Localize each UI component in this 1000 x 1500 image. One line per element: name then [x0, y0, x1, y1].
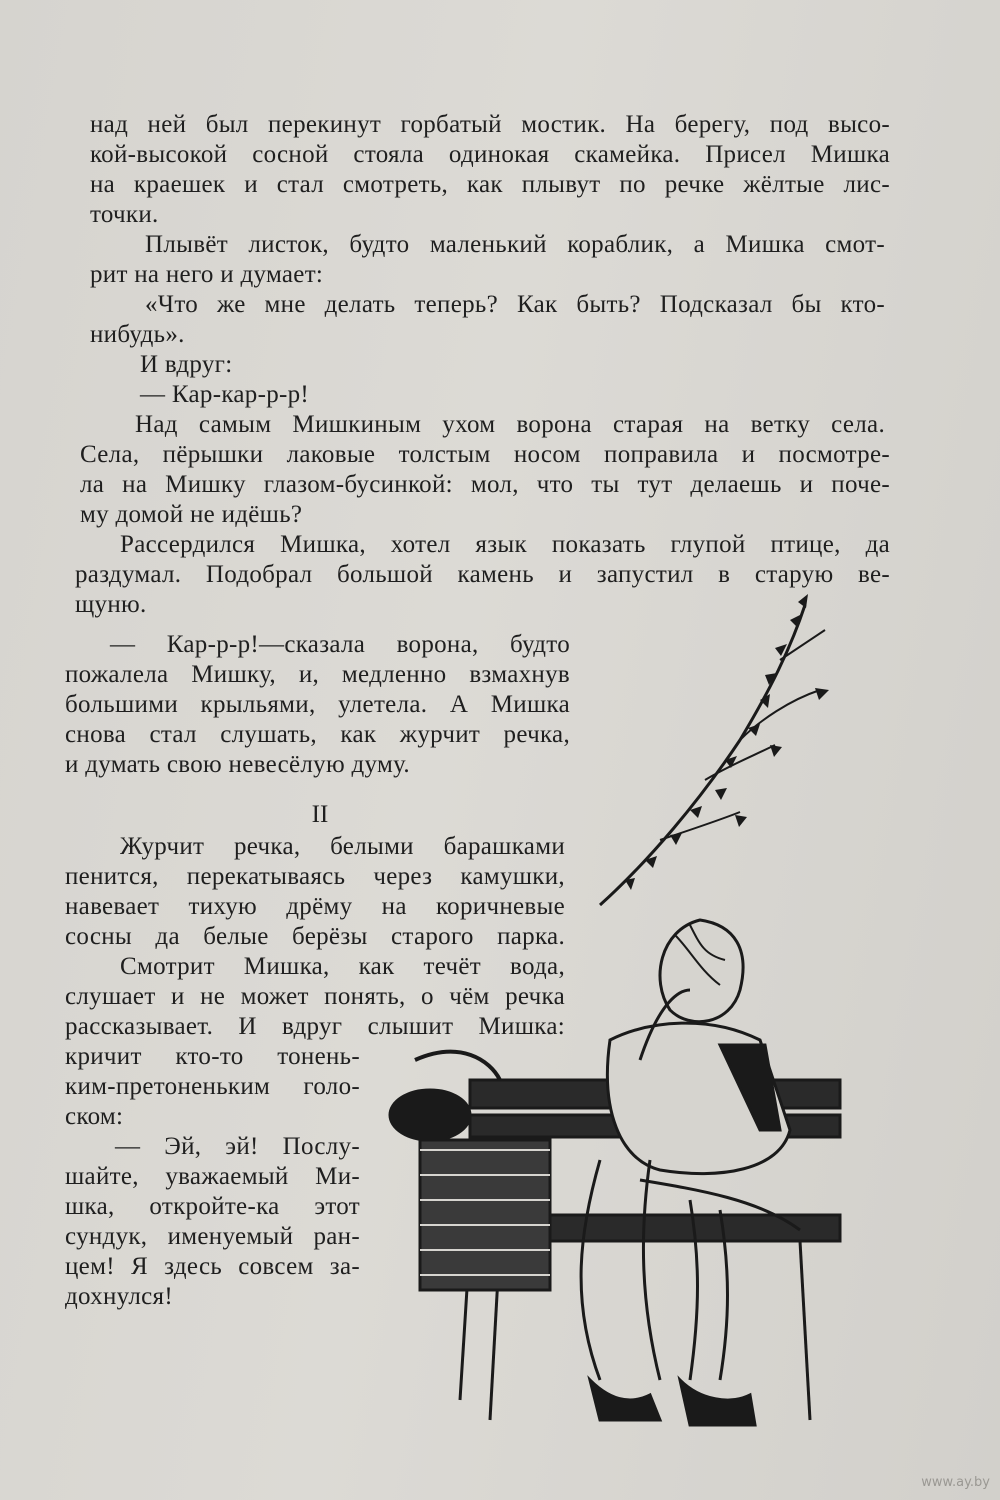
text-line: сундук, именуемый ран- [65, 1223, 360, 1250]
text-line: дохнулся! [65, 1283, 173, 1310]
text-line: Плывёт листок, будто маленький кораблик, а Мишка смот- [145, 231, 885, 258]
text-line: И вдруг: [140, 351, 233, 378]
boy-on-bench-illustration [390, 920, 840, 1425]
chapter-heading: II [311, 801, 329, 828]
text-line: рит на него и думает: [90, 261, 324, 288]
text-line: над ней был перекинут горбатый мостик. На берегу, под высо- [90, 111, 890, 138]
text-line: рассказывает. И вдруг слышит Мишка: [65, 1013, 565, 1040]
text-line: точки. [90, 201, 159, 228]
text-line: му домой не идёшь? [80, 501, 303, 528]
text-line: нибудь». [90, 321, 185, 348]
text-line: шка, откройте-ка этот [65, 1193, 360, 1220]
text-line: ким-претоненьким голо- [65, 1073, 360, 1100]
text-line: — Кар-кар-р-р! [140, 381, 310, 408]
text-line: и думать свою невесёлую думу. [65, 751, 410, 778]
text-line: Села, пёрышки лаковые толстым носом поправила и посмотре- [80, 441, 890, 468]
text-line: навевает тихую дрёму на коричневые [65, 893, 565, 920]
text-line: кричит кто-то тонень- [65, 1043, 360, 1070]
text-line: Рассердился Мишка, хотел язык показать глупой птице, да [120, 531, 890, 558]
text-line: Журчит речка, белыми барашками [120, 833, 565, 860]
text-line: «Что же мне делать теперь? Как быть? Подсказал бы кто- [145, 291, 885, 318]
text-line: ском: [65, 1103, 124, 1130]
text-line: — Кар-р-р!—сказала ворона, будто [110, 631, 570, 658]
text-line: снова стал слушать, как журчит речка, [65, 721, 570, 748]
text-line: сосны да белые берёзы старого парка. [65, 923, 565, 950]
text-line: слушает и не может понять, о чём речка [65, 983, 565, 1010]
text-line: — Эй, эй! Послу- [115, 1133, 360, 1160]
text-line: Над самым Мишкиным ухом ворона старая на ветку села. [135, 411, 885, 438]
text-line: большими крыльями, улетела. А Мишка [65, 691, 570, 718]
text-line: на краешек и стал смотреть, как плывут по речке жёлтые лис- [90, 171, 890, 198]
text-line: Смотрит Мишка, как течёт вода, [120, 953, 565, 980]
watermark: www.ay.by [921, 1475, 990, 1490]
text-line: шайте, уважаемый Ми- [65, 1163, 360, 1190]
text-line: щуню. [75, 591, 147, 618]
text-line: ла на Мишку глазом-бусинкой: мол, что ты тут делаешь и поче- [80, 471, 890, 498]
text-line: раздумал. Подобрал большой камень и запустил в старую ве- [75, 561, 890, 588]
text-line: цем! Я здесь совсем за- [65, 1253, 360, 1280]
text-line: кой-высокой сосной стояла одинокая скамейка. Присел Мишка [90, 141, 890, 168]
birch-branch-illustration [600, 594, 829, 905]
text-line: пенится, перекатываясь через камушки, [65, 863, 565, 890]
text-line: пожалела Мишку, и, медленно взмахнув [65, 661, 570, 688]
